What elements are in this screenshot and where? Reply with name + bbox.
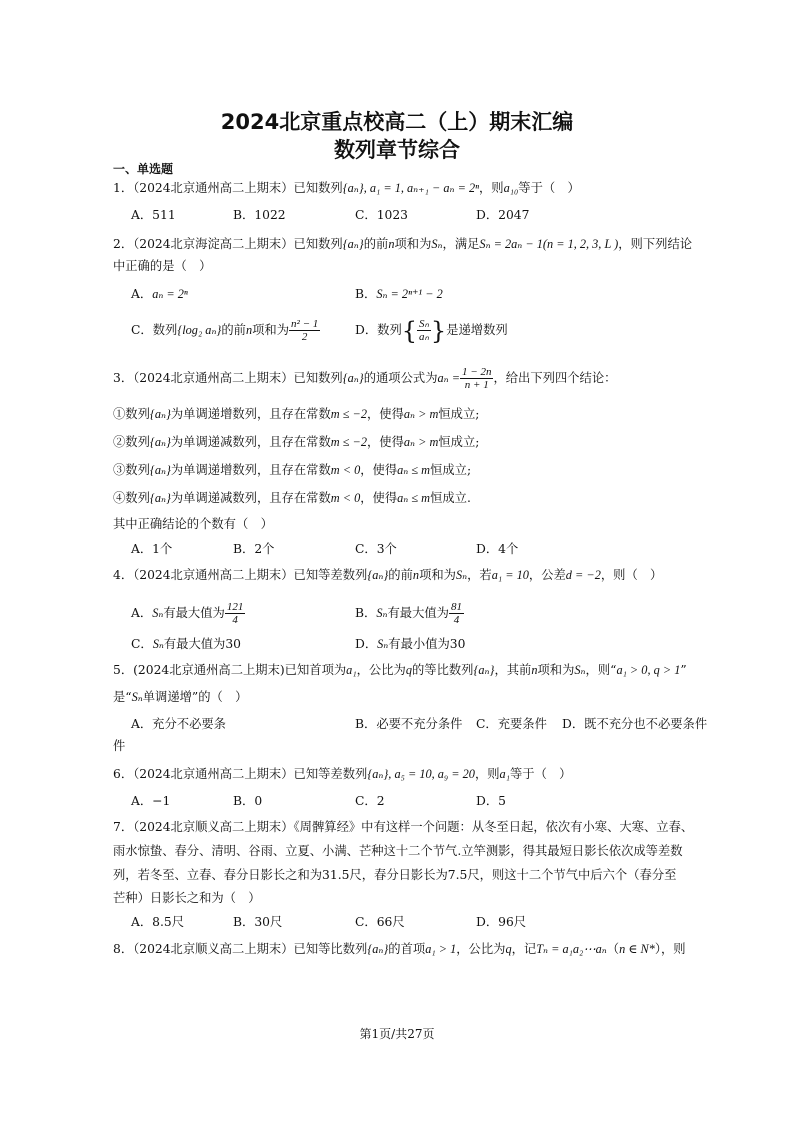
q2-option-c-label: C．数列 [131, 323, 178, 337]
q6-text: 等于（ ） [509, 767, 572, 781]
q4-text: 4．（2024北京通州高二上期末）已知等差数列 [113, 568, 368, 582]
q3-c3-text: ，使得 [360, 463, 398, 477]
q4-math: d = −2 [565, 568, 601, 582]
question-5-stem-line2 [113, 689, 247, 705]
q2-option-d-fraction [417, 318, 431, 343]
q6-math: a₁ [499, 767, 510, 781]
section-heading: 一、单选题 [113, 162, 174, 176]
q8-math: q [505, 942, 512, 956]
question-3-stem [113, 366, 616, 391]
q5-text: ，公比为 [356, 663, 406, 677]
q4-math: n [412, 568, 420, 582]
q2-option-b-math: Sₙ = 2ⁿ⁺¹ − 2 [376, 287, 443, 301]
q4-option-b-text: 有最大值为 [387, 606, 449, 620]
q5-option-c: C．充要条件 [476, 717, 547, 731]
right-brace-icon: } [430, 316, 447, 345]
fraction-numerator: 1 − 2n [462, 366, 492, 378]
q3-c2-text: 恒成立; [438, 435, 480, 449]
q4-option-b [355, 601, 464, 626]
q2-math: {aₙ} [342, 237, 364, 251]
q4-text: 的前 [388, 568, 413, 582]
q5-text: 的等比数列 [411, 663, 474, 677]
q2-option-a-math: aₙ = 2ⁿ [152, 287, 188, 301]
q1-option-d: D．2047 [476, 208, 530, 222]
left-brace-icon: { [401, 316, 418, 345]
q7-option-a: A．8.5尺 [131, 915, 185, 929]
question-7-line1: 7．（2024北京顺义高二上期末）《周髀算经》中有这样一个问题：从冬至日起，依次有小寒、大寒、立春、 [113, 820, 694, 834]
q2-option-c [131, 318, 320, 343]
document-subtitle: 数列章节综合 [334, 138, 460, 162]
q2-math: n [388, 237, 395, 251]
q3-c1-text: ①数列 [113, 407, 150, 421]
q4-option-a-label: A． [131, 606, 153, 620]
q3-option-c: C．3个 [355, 542, 397, 556]
q3-c2-text: ，使得 [366, 435, 404, 449]
q2-option-a-label: A． [131, 287, 153, 301]
q3-conclusion-3 [113, 462, 471, 478]
q8-math: n ∈ N* [619, 942, 655, 956]
q3-conclusion-1 [113, 406, 479, 422]
q3-c4-text: ④数列 [113, 491, 150, 505]
q3-c1-text: 恒成立; [438, 407, 480, 421]
q3-math: {aₙ} [342, 371, 364, 385]
q3-fraction [460, 366, 493, 391]
q3-c4-math: m < 0 [330, 491, 361, 505]
q4-option-a-fraction [225, 601, 246, 626]
q5-math: n [531, 663, 538, 677]
q5-text: ，其前 [494, 663, 532, 677]
q6-text: 6．（2024北京通州高二上期末）已知等差数列 [113, 767, 368, 781]
q2-option-d-text: 是递增数列 [446, 323, 508, 337]
q1-text-b: ，则 [478, 181, 504, 195]
q7-option-c: C．66尺 [355, 915, 405, 929]
q8-math: {aₙ} [367, 942, 389, 956]
q3-c1-text: ，使得 [366, 407, 404, 421]
q8-text: ，公比为 [456, 942, 506, 956]
q3-c4-text: ，使得 [360, 491, 398, 505]
q4-option-a-math: Sₙ [152, 606, 164, 620]
question-1-stem [113, 180, 580, 196]
q8-math: Tₙ = a₁a₂⋯aₙ [536, 942, 607, 956]
q1-text-a: 1．（2024北京通州高二上期末）已知数列 [113, 181, 343, 195]
q4-text: 项和为 [419, 568, 456, 582]
q4-math: {aₙ} [367, 568, 389, 582]
q2-text: 项和为 [394, 237, 432, 251]
q3-c4-text: 恒成立. [430, 491, 471, 505]
q4-option-d-text: 有最小值为30 [388, 637, 466, 651]
q3-text: 的通项公式为 [363, 371, 438, 385]
q8-text: 8．（2024北京顺义高二上期末）已知等比数列 [113, 942, 368, 956]
q3-c1-math: m ≤ −2 [330, 407, 367, 421]
q6-option-d: D．5 [476, 794, 506, 808]
q3-c2-text: 为单调递减数列，且存在常数 [170, 435, 331, 449]
fraction-denominator: aₙ [419, 331, 429, 343]
q5-text: 5．(2024北京通州高二上期末)已知首项为 [113, 663, 347, 677]
fraction-denominator: n + 1 [464, 379, 489, 391]
q7-option-d: D．96尺 [476, 915, 527, 929]
q3-c2-math: {aₙ} [149, 435, 171, 449]
question-7-line4: 芒种）日影长之和为（ ） [113, 891, 261, 905]
q2-option-c-text: 的前 [221, 323, 246, 337]
fraction-numerator: n² − 1 [291, 318, 319, 330]
fraction-denominator: 2 [301, 331, 308, 343]
q2-text: ，则下列结论 [618, 237, 693, 251]
q2-option-a [131, 286, 188, 302]
q3-c3-math: aₙ ≤ m [397, 463, 431, 477]
q2-option-b-label: B． [355, 287, 377, 301]
q2-option-b [355, 286, 443, 302]
q2-math: Sₙ [431, 237, 443, 251]
q2-math: Sₙ = 2aₙ − 1(n = 1, 2, 3, L ) [479, 237, 619, 251]
q1-option-b: B．1022 [233, 208, 286, 222]
q5-math: a₁ > 0, q > 1 [616, 663, 681, 677]
q1-option-a: A．511 [131, 208, 176, 222]
q2-option-c-n: n [245, 323, 253, 337]
page-footer: 第1页/共27页 [359, 1027, 435, 1041]
q3-text: 3．（2024北京通州高二上期末）已知数列 [113, 371, 343, 385]
fraction-numerator: 81 [450, 601, 462, 613]
q4-math: a₁ = 10 [491, 568, 529, 582]
q3-c1-math: aₙ > m [403, 407, 439, 421]
q2-option-d [355, 318, 508, 343]
question-7-line3: 列，若冬至、立春、春分日影长之和为31.5尺，春分日影长为7.5尺，则这十二个节气中后六个（春分至 [113, 868, 677, 882]
q4-option-b-math: Sₙ [376, 606, 388, 620]
q4-text: ，则（ ） [600, 568, 663, 582]
q4-text: ，公差 [528, 568, 566, 582]
q5-math: a₁ [346, 663, 357, 677]
q5-math: Sₙ [574, 663, 586, 677]
q4-text: ，若 [467, 568, 492, 582]
q3-text: ，给出下列四个结论： [493, 371, 617, 385]
q4-option-a [131, 601, 245, 626]
document-title: 2024北京重点校高二（上）期末汇编 [220, 110, 574, 134]
question-4-stem [113, 567, 662, 583]
q5-math: {aₙ} [473, 663, 495, 677]
q8-text: 的首项 [388, 942, 426, 956]
question-2-stem-line2: 中正确的是（ ） [113, 259, 212, 273]
q3-c1-math: {aₙ} [149, 407, 171, 421]
q4-option-c-math: Sₙ [152, 637, 164, 651]
q3-c3-math: {aₙ} [149, 463, 171, 477]
q3-c4-math: aₙ ≤ m [397, 491, 431, 505]
question-2-stem-line1 [113, 236, 692, 252]
q4-option-b-fraction [449, 601, 464, 626]
q5-text: 项和为 [537, 663, 575, 677]
fraction-denominator: 4 [232, 614, 238, 626]
q2-text: ，满足 [442, 237, 480, 251]
q3-c4-math: {aₙ} [149, 491, 171, 505]
q5-option-d: D．既不充分也不必要条件 [562, 717, 708, 731]
q3-c2-text: ②数列 [113, 435, 150, 449]
question-8-stem [113, 941, 686, 957]
q3-c3-text: 为单调递增数列，且存在常数 [170, 463, 331, 477]
q8-text: ，记 [511, 942, 537, 956]
q3-c3-math: m < 0 [330, 463, 361, 477]
q8-math: a₁ > 1 [425, 942, 457, 956]
q8-text: （ [606, 942, 620, 956]
q3-option-b: B．2个 [233, 542, 275, 556]
q3-c1-text: 为单调递增数列，且存在常数 [170, 407, 331, 421]
q4-option-d-math: Sₙ [377, 637, 389, 651]
q4-option-d-label: D． [355, 637, 378, 651]
q3-conclusion-4 [113, 490, 471, 506]
q4-option-c-text: 有最大值为30 [163, 637, 241, 651]
fraction-numerator: 121 [226, 601, 244, 613]
q4-option-c-label: C． [131, 637, 153, 651]
q1-text-d: 等于（ ） [518, 181, 580, 195]
question-6-stem [113, 766, 571, 782]
q4-math: Sₙ [455, 568, 468, 582]
question-5-stem-line1 [113, 662, 687, 678]
q6-option-a: A．−1 [131, 794, 171, 808]
q5-option-b: B．必要不充分条件 [355, 717, 463, 731]
q1-math-a10: a₁₀ [503, 181, 519, 195]
q6-option-b: B．0 [233, 794, 263, 808]
q3-option-a: A．1个 [131, 542, 173, 556]
q3-c4-text: 为单调递减数列，且存在常数 [170, 491, 331, 505]
q2-option-c-fraction [289, 318, 320, 343]
q5-option-a: A．充分不必要条 [131, 717, 226, 731]
question-7-line2: 雨水惊蛰、春分、清明、谷雨、立夏、小满、芒种这十二个节气.立竿测影，得其最短日影长依次成等差数 [113, 844, 683, 858]
q3-option-d: D．4个 [476, 542, 519, 556]
q5-text: 单调递增”的（ ） [142, 690, 248, 704]
q6-text: ，则 [474, 767, 500, 781]
q1-option-c: C．1023 [355, 208, 409, 222]
q2-text: 2．（2024北京海淀高二上期末）已知数列 [113, 237, 343, 251]
q3-c3-text: 恒成立; [430, 463, 472, 477]
q3-math: aₙ = [437, 371, 461, 385]
fraction-numerator: Sₙ [419, 318, 429, 330]
q6-math: {aₙ}, a₅ = 10, a₉ = 20 [367, 767, 475, 781]
q4-option-a-text: 有最大值为 [163, 606, 225, 620]
q3-c3-text: ③数列 [113, 463, 150, 477]
q5-text: ” [680, 663, 687, 677]
q7-option-b: B．30尺 [233, 915, 283, 929]
q4-option-c [131, 636, 241, 652]
q5-text: ，则“ [585, 663, 617, 677]
q5-option-a-wrap: 件 [113, 739, 126, 753]
q2-text: 的前 [363, 237, 389, 251]
q8-text: ），则 [654, 942, 686, 956]
q5-text: 是“ [113, 690, 132, 704]
q3-c2-math: aₙ > m [403, 435, 439, 449]
q4-option-d [355, 636, 465, 652]
q3-tail: 其中正确结论的个数有（ ） [113, 517, 273, 531]
q1-math: {aₙ}, a₁ = 1, aₙ₊₁ − aₙ = 2ⁿ [342, 181, 479, 195]
q6-option-c: C．2 [355, 794, 385, 808]
q2-option-c-text2: 项和为 [252, 323, 290, 337]
q4-option-b-label: B． [355, 606, 377, 620]
q3-c2-math: m ≤ −2 [330, 435, 367, 449]
q5-math: q [405, 663, 412, 677]
q5-math: Sₙ [131, 690, 143, 704]
fraction-denominator: 4 [453, 614, 460, 626]
q2-option-d-label: D．数列 [355, 323, 402, 337]
q2-option-c-math: {log₂ aₙ} [177, 323, 222, 337]
q3-conclusion-2 [113, 434, 479, 450]
